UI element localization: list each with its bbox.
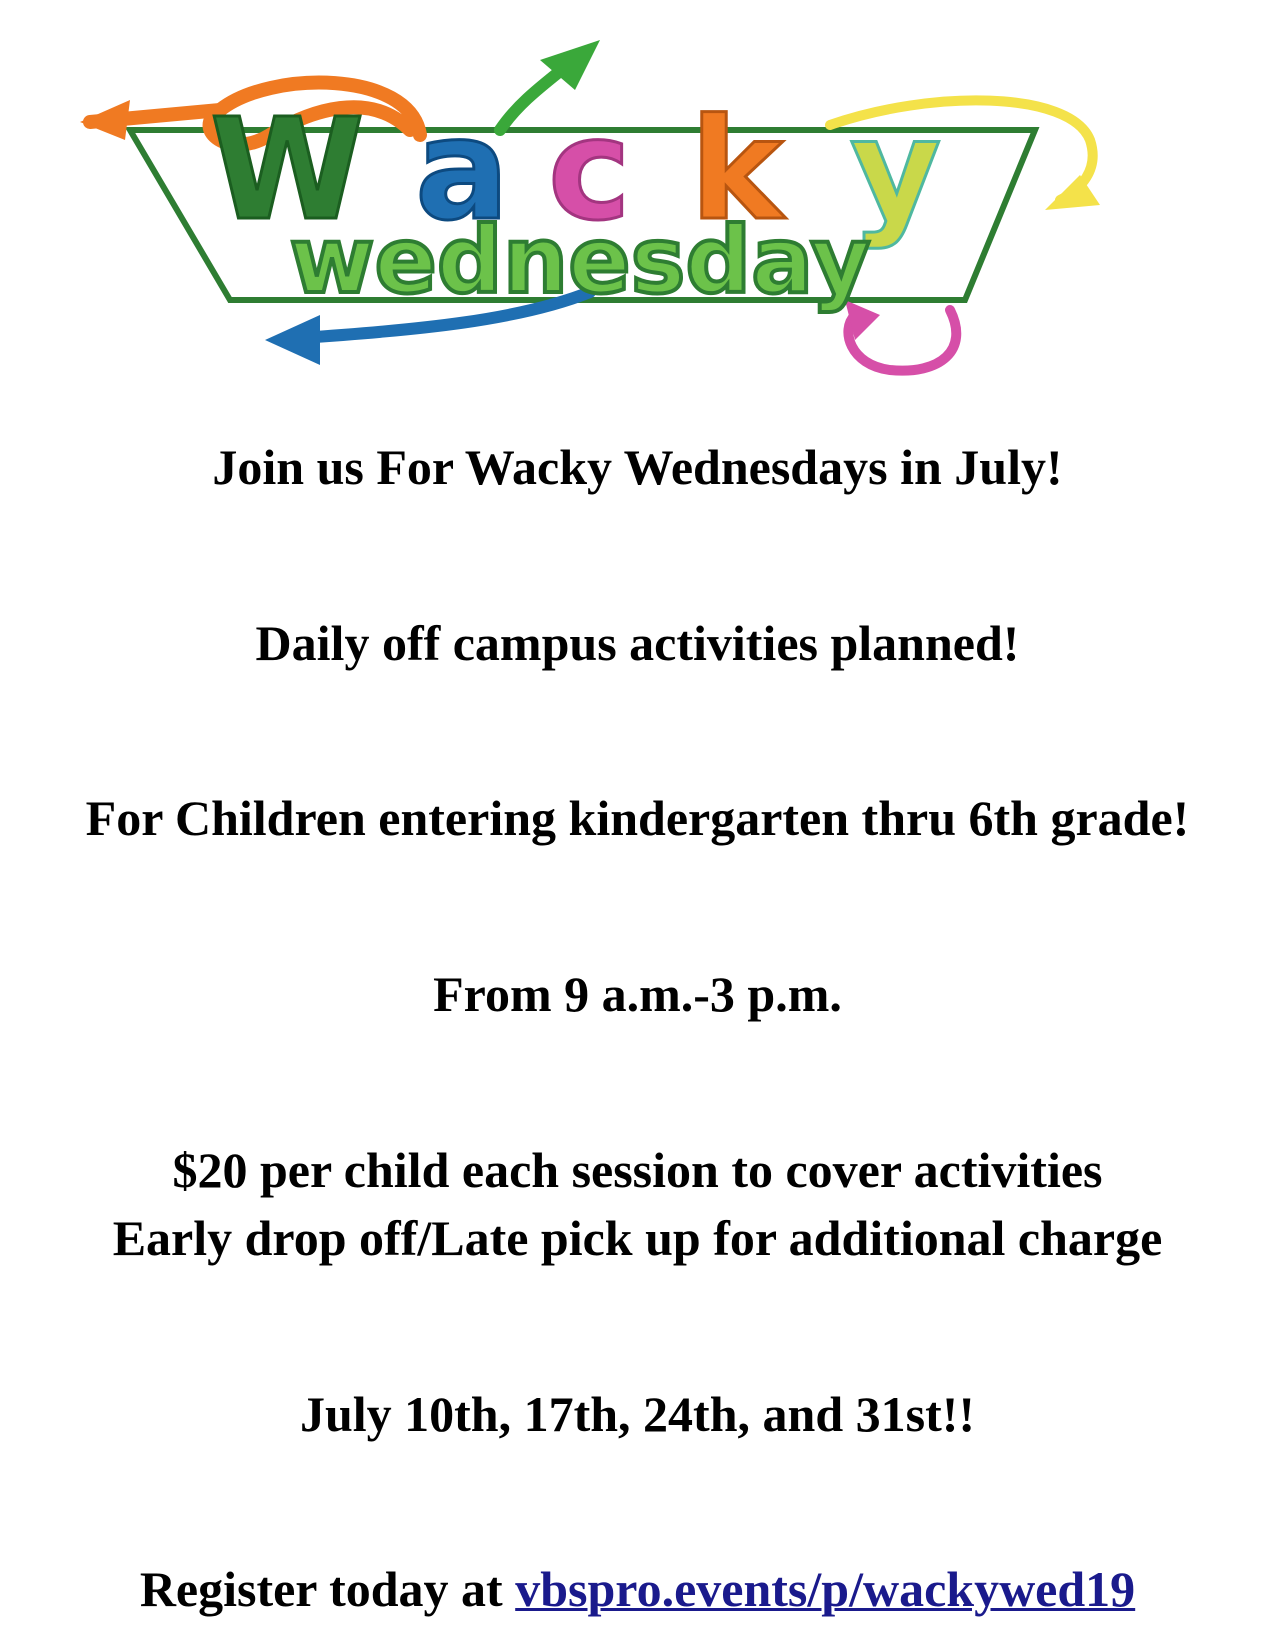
extra-charge-line: Early drop off/Late pick up for additional charge xyxy=(112,1210,1163,1266)
logo-letter-w: W xyxy=(210,89,365,252)
dates-line: July 10th, 17th, 24th, and 31st!! xyxy=(299,1386,976,1442)
headline: Join us For Wacky Wednesdays in July! xyxy=(212,439,1063,495)
logo-letter-k: k xyxy=(690,89,784,252)
logo-wednesday-word: wednesday xyxy=(289,207,871,314)
logo-letter-c: c xyxy=(548,89,631,252)
register-prefix: Register today at xyxy=(139,1561,516,1617)
logo-letter-y: y xyxy=(850,89,942,252)
hours-line: From 9 a.m.-3 p.m. xyxy=(433,966,842,1022)
logo-letter-a: a xyxy=(415,89,510,252)
register-link[interactable]: vbspro.events/p/wackywed19 xyxy=(515,1561,1136,1617)
activities-line: Daily off campus activities planned! xyxy=(255,615,1020,671)
price-line: $20 per child each session to cover activities xyxy=(172,1142,1103,1198)
register-line xyxy=(0,1556,1275,1622)
audience-line: For Children entering kindergarten thru 6th grade! xyxy=(85,790,1190,846)
wacky-wednesday-logo xyxy=(70,30,1170,410)
